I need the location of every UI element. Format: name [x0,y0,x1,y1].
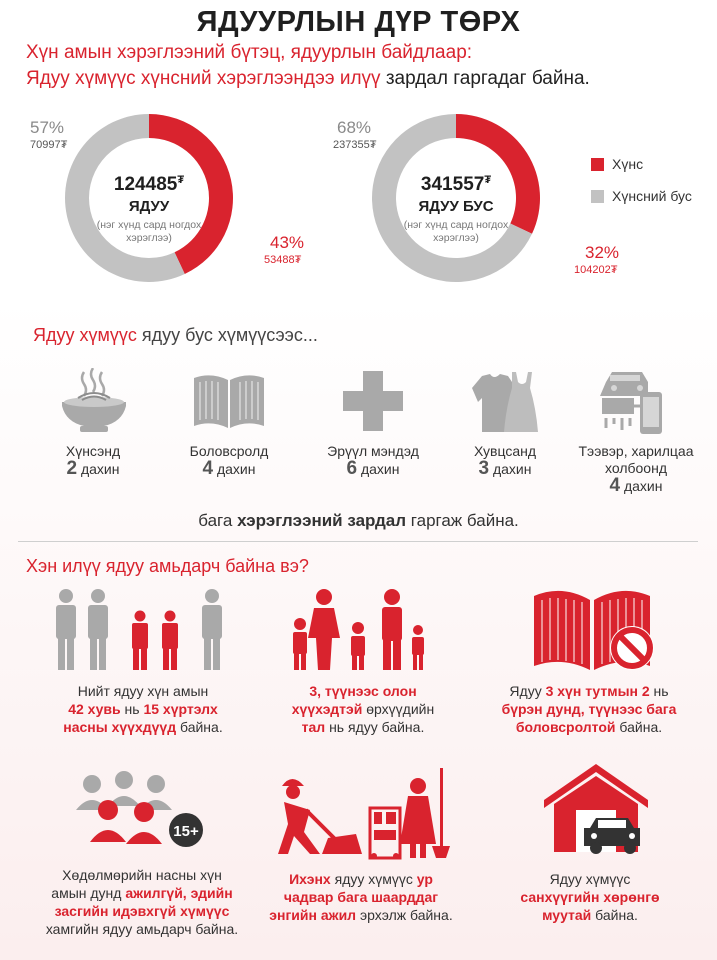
house-car-icon [540,762,650,856]
legend-label-nonfood: Хүнсний бус [612,188,692,204]
spending-summary: бага хэрэглээний зардал гаргаж байна. [198,511,519,530]
book-ban-icon [530,584,664,674]
category-food: Хүнсэнд 2 дахин [65,443,121,479]
subtitle-food-spending [26,68,590,90]
category-transport: Тээвэр, харилцаа холбоонд 4 дахин [578,443,694,496]
slice-label-nonfood-value: 237355₮ [333,139,377,151]
slice-label-food-value: 104202₮ [574,264,618,276]
slice-label-food-pct: 43% [270,233,305,252]
health-cross-icon [343,371,403,431]
page-title: ЯДУУРЛЫН ДҮР ТӨРХ [196,6,521,38]
center-label: ЯДУУ [128,198,170,215]
workers-icon [270,768,450,860]
legend-swatch-nonfood [591,190,604,203]
slice-label-food-value: 53488₮ [264,254,302,266]
fact-large-families: 3, түүнээс олон хүүхэдтэй өрхүүдийн тал нь ядуу байна. [291,683,435,735]
slice-label-nonfood-pct: 68% [337,118,372,137]
crowd-icon [72,770,206,850]
center-note: (нэг хүнд сард ногдох хэрэглээ) [403,219,509,244]
center-note: (нэг хүнд сард ногдох хэрэглээ) [96,219,202,244]
center-amount: 341557₮ [420,174,492,195]
fact-education: Ядуу 3 хүн тутмын 2 нь бүрэн дунд, түүнээс бага боловсролтой байна. [501,683,677,735]
slice-label-nonfood-pct: 57% [30,118,65,137]
fact-unemployed: Хөдөлмөрийн насны хүн амын дунд ажилгүй, эдийн засгийн идэвхгүй хүмүүс хамгийн ядуу амьдарч байна. [45,867,239,937]
book-icon [192,370,266,430]
fact-financial-assets: Ядуу хүмүүс санхүүгийн хөрөнгө муутай байна. [520,871,660,923]
subtitle-red-part: Ядуу хүмүүс хүнсний хэрэглээндээ илүү [26,68,381,89]
section-divider [18,541,698,542]
badge-15plus: 15+ [173,823,199,840]
comparison-heading-red: Ядуу хүмүүс [33,325,137,345]
comparison-heading [33,325,318,346]
category-clothing: Хувцсанд 3 дахин [473,443,536,479]
donut-center-nonpoor [391,174,521,245]
people-children-icon [52,588,230,672]
subtitle-dark-part: зардал гаргадаг байна. [385,68,590,89]
legend-label-food: Хүнс [612,156,644,172]
slice-label-food-pct: 32% [585,243,620,262]
category-education: Боловсролд 4 дахин [189,443,269,479]
slice-label-nonfood-value: 70997₮ [30,139,68,151]
center-label: ЯДУУ БУС [418,198,494,215]
fact-low-skill-jobs: Ихэнх ядуу хүмүүс ур чадвар бага шаарддаг энгийн ажил эрхэлж байна. [269,871,453,923]
food-bowl-icon [60,368,128,434]
subtitle-structure: Хүн амын хэрэглээний бүтэц, ядуурлын байдлаар: [26,42,473,63]
fact-children: Нийт ядуу хүн амын 42 хувь нь 15 хүртэлх насны хүүхдүүд байна. [63,683,223,735]
center-amount: 124485₮ [113,174,185,195]
who-heading: Хэн илүү ядуу амьдарч байна вэ? [26,556,309,576]
family-icon [288,588,428,672]
donut-center-poor [84,174,214,245]
clothes-icon [470,368,540,434]
category-health: Эрүүл мэндэд 6 дахин [327,443,419,479]
legend-swatch-food [591,158,604,171]
comparison-heading-rest: ядуу бус хүмүүсээс... [141,325,318,345]
transport-phone-icon [600,368,668,436]
